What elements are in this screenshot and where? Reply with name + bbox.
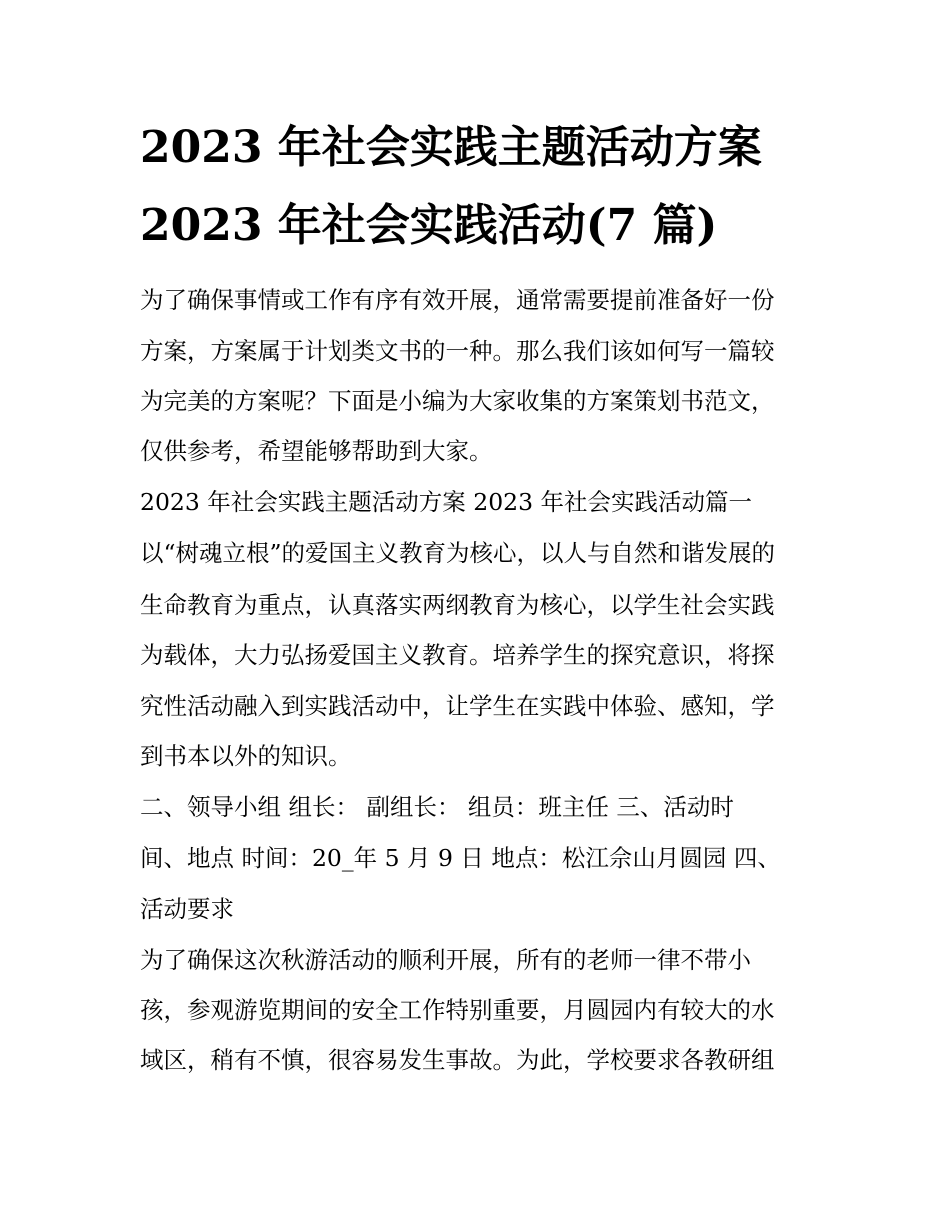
- document-title-line-2: 2023 年社会实践活动(7 篇): [140, 200, 718, 251]
- paragraph-line: 活动要求: [140, 895, 234, 923]
- paragraph-line: 孩，参观游览期间的安全工作特别重要，月圆园内有较大的水: [140, 996, 775, 1024]
- paragraph-line: 为完美的方案呢？下面是小编为大家收集的方案策划书范文，: [140, 387, 775, 415]
- paragraph-line: 为了确保事情或工作有序有效开展，通常需要提前准备好一份: [140, 286, 775, 314]
- paragraph-line: 间、地点 时间：20_年 5 月 9 日 地点：松江佘山月圆园 四、: [140, 844, 781, 872]
- paragraph-line: 为了确保这次秋游活动的顺利开展，所有的老师一律不带小: [140, 946, 751, 974]
- paragraph-line: 到书本以外的知识。: [140, 742, 352, 770]
- paragraph-line: 以“树魂立根”的爱国主义教育为核心，以人与自然和谐发展的: [140, 539, 776, 567]
- paragraph-line: 究性活动融入到实践活动中，让学生在实践中体验、感知，学: [140, 692, 775, 720]
- paragraph-line: 方案，方案属于计划类文书的一种。那么我们该如何写一篇较: [140, 337, 775, 365]
- paragraph-line: 二、领导小组 组长： 副组长： 组员：班主任 三、活动时: [140, 793, 734, 821]
- paragraph-line: 仅供参考，希望能够帮助到大家。: [140, 437, 493, 465]
- paragraph-line: 生命教育为重点，认真落实两纲教育为核心，以学生社会实践: [140, 591, 775, 619]
- document-title-line-1: 2023 年社会实践主题活动方案: [140, 122, 762, 173]
- paragraph-line: 域区，稍有不慎，很容易发生事故。为此，学校要求各教研组: [140, 1046, 775, 1074]
- section-heading-line: 2023 年社会实践主题活动方案 2023 年社会实践活动篇一: [140, 488, 753, 516]
- paragraph-line: 为载体，大力弘扬爱国主义教育。培养学生的探究意识，将探: [140, 641, 775, 669]
